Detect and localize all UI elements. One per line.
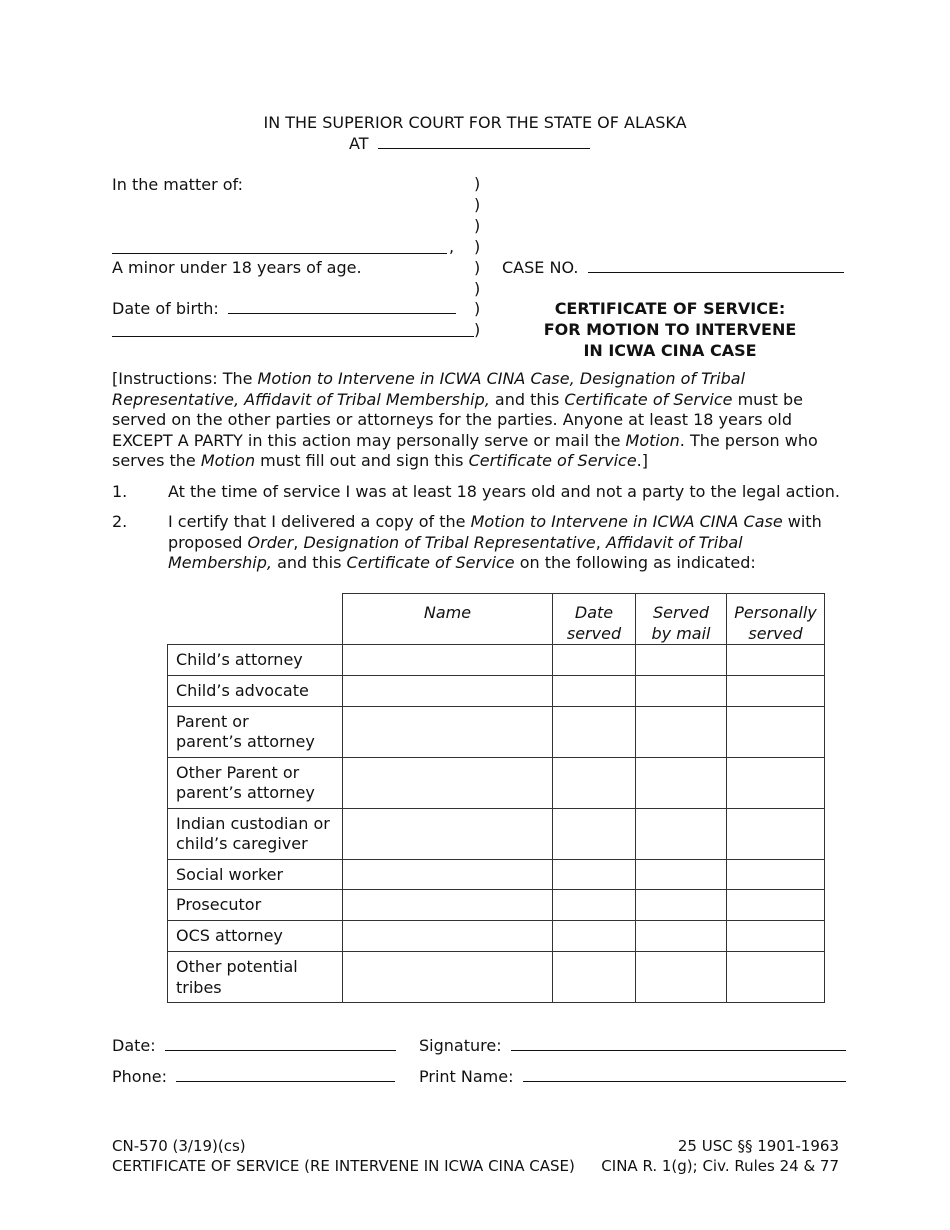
table-row: [168, 757, 825, 808]
personally-served-cell[interactable]: [727, 921, 825, 952]
statute-citation: 25 USC §§ 1901-1963: [677, 1137, 839, 1155]
minor-label: A minor under 18 years of age.: [112, 258, 362, 277]
item-1: [112, 482, 852, 503]
row-label: Parent or parent’s attorney: [168, 706, 343, 757]
row-label: Prosecutor: [168, 890, 343, 921]
document-title-line3: IN ICWA CINA CASE: [583, 341, 757, 360]
caption-paren: ): [474, 279, 481, 298]
caption-comma: ,: [449, 237, 455, 256]
location-blank[interactable]: [378, 134, 590, 149]
served-by-mail-cell[interactable]: [636, 645, 727, 676]
date-served-cell[interactable]: [553, 706, 636, 757]
row-label: Other Parent or parent’s attorney: [168, 757, 343, 808]
served-by-mail-cell[interactable]: [636, 890, 727, 921]
table-row: [168, 859, 825, 890]
row-label: Child’s attorney: [168, 645, 343, 676]
item-text: I certify that I delivered a copy of the Motion to Intervene in ICWA CINA Case with proposed Order, Designation of Tribal Representative, Affidavit of Tribal Membership, and this Certificate of Service on the following as indicated:: [168, 512, 822, 572]
served-by-mail-cell[interactable]: [636, 757, 727, 808]
service-table: [167, 593, 825, 1003]
name-cell[interactable]: [343, 757, 553, 808]
signature-blank[interactable]: [511, 1036, 846, 1051]
row-label: OCS attorney: [168, 921, 343, 952]
row-label: Other potential tribes: [168, 952, 343, 1003]
phone-field: [112, 1066, 395, 1087]
table-header-row: [168, 594, 825, 645]
date-served-cell[interactable]: [553, 952, 636, 1003]
print-name-label: Print Name:: [419, 1067, 514, 1086]
document-title-line2: FOR MOTION TO INTERVENE: [543, 320, 797, 339]
child-name-blank[interactable]: [112, 253, 447, 254]
item-number: 1.: [112, 482, 128, 501]
row-label: Indian custodian or child’s caregiver: [168, 808, 343, 859]
header-served-by-mail: Served by mail: [636, 594, 727, 645]
signature-label: Signature:: [419, 1036, 502, 1055]
row-label: Social worker: [168, 859, 343, 890]
at-label: AT: [349, 134, 369, 153]
served-by-mail-cell[interactable]: [636, 921, 727, 952]
item-text: At the time of service I was at least 18 years old and not a party to the legal action.: [168, 482, 840, 501]
court-location: [349, 133, 590, 154]
date-served-cell[interactable]: [553, 757, 636, 808]
phone-blank[interactable]: [176, 1067, 395, 1082]
dob-blank[interactable]: [228, 299, 456, 314]
row-label: Child’s advocate: [168, 675, 343, 706]
date-label: Date:: [112, 1036, 156, 1055]
signature-field: [419, 1035, 846, 1056]
table-row: [168, 952, 825, 1003]
table-row: [168, 808, 825, 859]
name-cell[interactable]: [343, 921, 553, 952]
personally-served-cell[interactable]: [727, 675, 825, 706]
date-served-cell[interactable]: [553, 808, 636, 859]
court-heading: IN THE SUPERIOR COURT FOR THE STATE OF ALASKA: [263, 113, 687, 132]
date-field: [112, 1035, 396, 1056]
header-date-served: Date served: [553, 594, 636, 645]
in-matter-of-label: In the matter of:: [112, 175, 243, 194]
print-name-blank[interactable]: [523, 1067, 846, 1082]
name-cell[interactable]: [343, 890, 553, 921]
instructions-paragraph: [Instructions: The Motion to Intervene in ICWA CINA Case, Designation of Tribal Representative, Affidavit of Tribal Membership, and this Certificate of Service must be served on the other parties or attorneys for the parties. Anyone at least 18 years old EXCEPT A PARTY in this action may personally serve or mail the Motion. The person who serves the Motion must fill out and sign this Certificate of Service.]: [112, 369, 818, 470]
served-by-mail-cell[interactable]: [636, 952, 727, 1003]
header-name: Name: [343, 594, 553, 645]
name-cell[interactable]: [343, 952, 553, 1003]
header-blank-cell: [168, 594, 343, 645]
print-name-field: [419, 1066, 846, 1087]
date-served-cell[interactable]: [553, 859, 636, 890]
dob-field: [112, 298, 456, 319]
caption-paren: ): [474, 299, 481, 318]
case-number-blank[interactable]: [588, 258, 844, 273]
personally-served-cell[interactable]: [727, 757, 825, 808]
name-cell[interactable]: [343, 706, 553, 757]
table-row: [168, 890, 825, 921]
personally-served-cell[interactable]: [727, 645, 825, 676]
date-blank[interactable]: [165, 1036, 396, 1051]
name-cell[interactable]: [343, 675, 553, 706]
table-row: [168, 921, 825, 952]
caption-paren: ): [474, 195, 481, 214]
date-served-cell[interactable]: [553, 675, 636, 706]
personally-served-cell[interactable]: [727, 859, 825, 890]
personally-served-cell[interactable]: [727, 706, 825, 757]
dob-label: Date of birth:: [112, 299, 219, 318]
case-no-label: CASE NO.: [502, 258, 579, 277]
header-personally-served: Personally served: [727, 594, 825, 645]
caption-paren: ): [474, 320, 481, 339]
name-cell[interactable]: [343, 859, 553, 890]
table-row: [168, 706, 825, 757]
form-title: CERTIFICATE OF SERVICE (RE INTERVENE IN ICWA CINA CASE): [112, 1157, 575, 1175]
item-number: 2.: [112, 512, 128, 531]
date-served-cell[interactable]: [553, 645, 636, 676]
item-2: [112, 512, 852, 574]
date-served-cell[interactable]: [553, 921, 636, 952]
caption-paren: ): [474, 216, 481, 235]
caption-paren: ): [474, 237, 481, 256]
phone-label: Phone:: [112, 1067, 167, 1086]
case-number-field: [502, 257, 844, 278]
served-by-mail-cell[interactable]: [636, 706, 727, 757]
caption-paren: ): [474, 174, 481, 193]
served-by-mail-cell[interactable]: [636, 675, 727, 706]
personally-served-cell[interactable]: [727, 808, 825, 859]
caption-bottom-rule: [112, 336, 474, 337]
name-cell[interactable]: [343, 645, 553, 676]
personally-served-cell[interactable]: [727, 890, 825, 921]
name-cell[interactable]: [343, 808, 553, 859]
document-title-line1: CERTIFICATE OF SERVICE:: [554, 299, 786, 318]
served-by-mail-cell[interactable]: [636, 808, 727, 859]
rules-citation: CINA R. 1(g); Civ. Rules 24 & 77: [601, 1157, 839, 1175]
date-served-cell[interactable]: [553, 890, 636, 921]
served-by-mail-cell[interactable]: [636, 859, 727, 890]
caption-paren: ): [474, 258, 481, 277]
table-row: [168, 675, 825, 706]
form-number: CN-570 (3/19)(cs): [112, 1137, 246, 1155]
table-row: [168, 645, 825, 676]
personally-served-cell[interactable]: [727, 952, 825, 1003]
